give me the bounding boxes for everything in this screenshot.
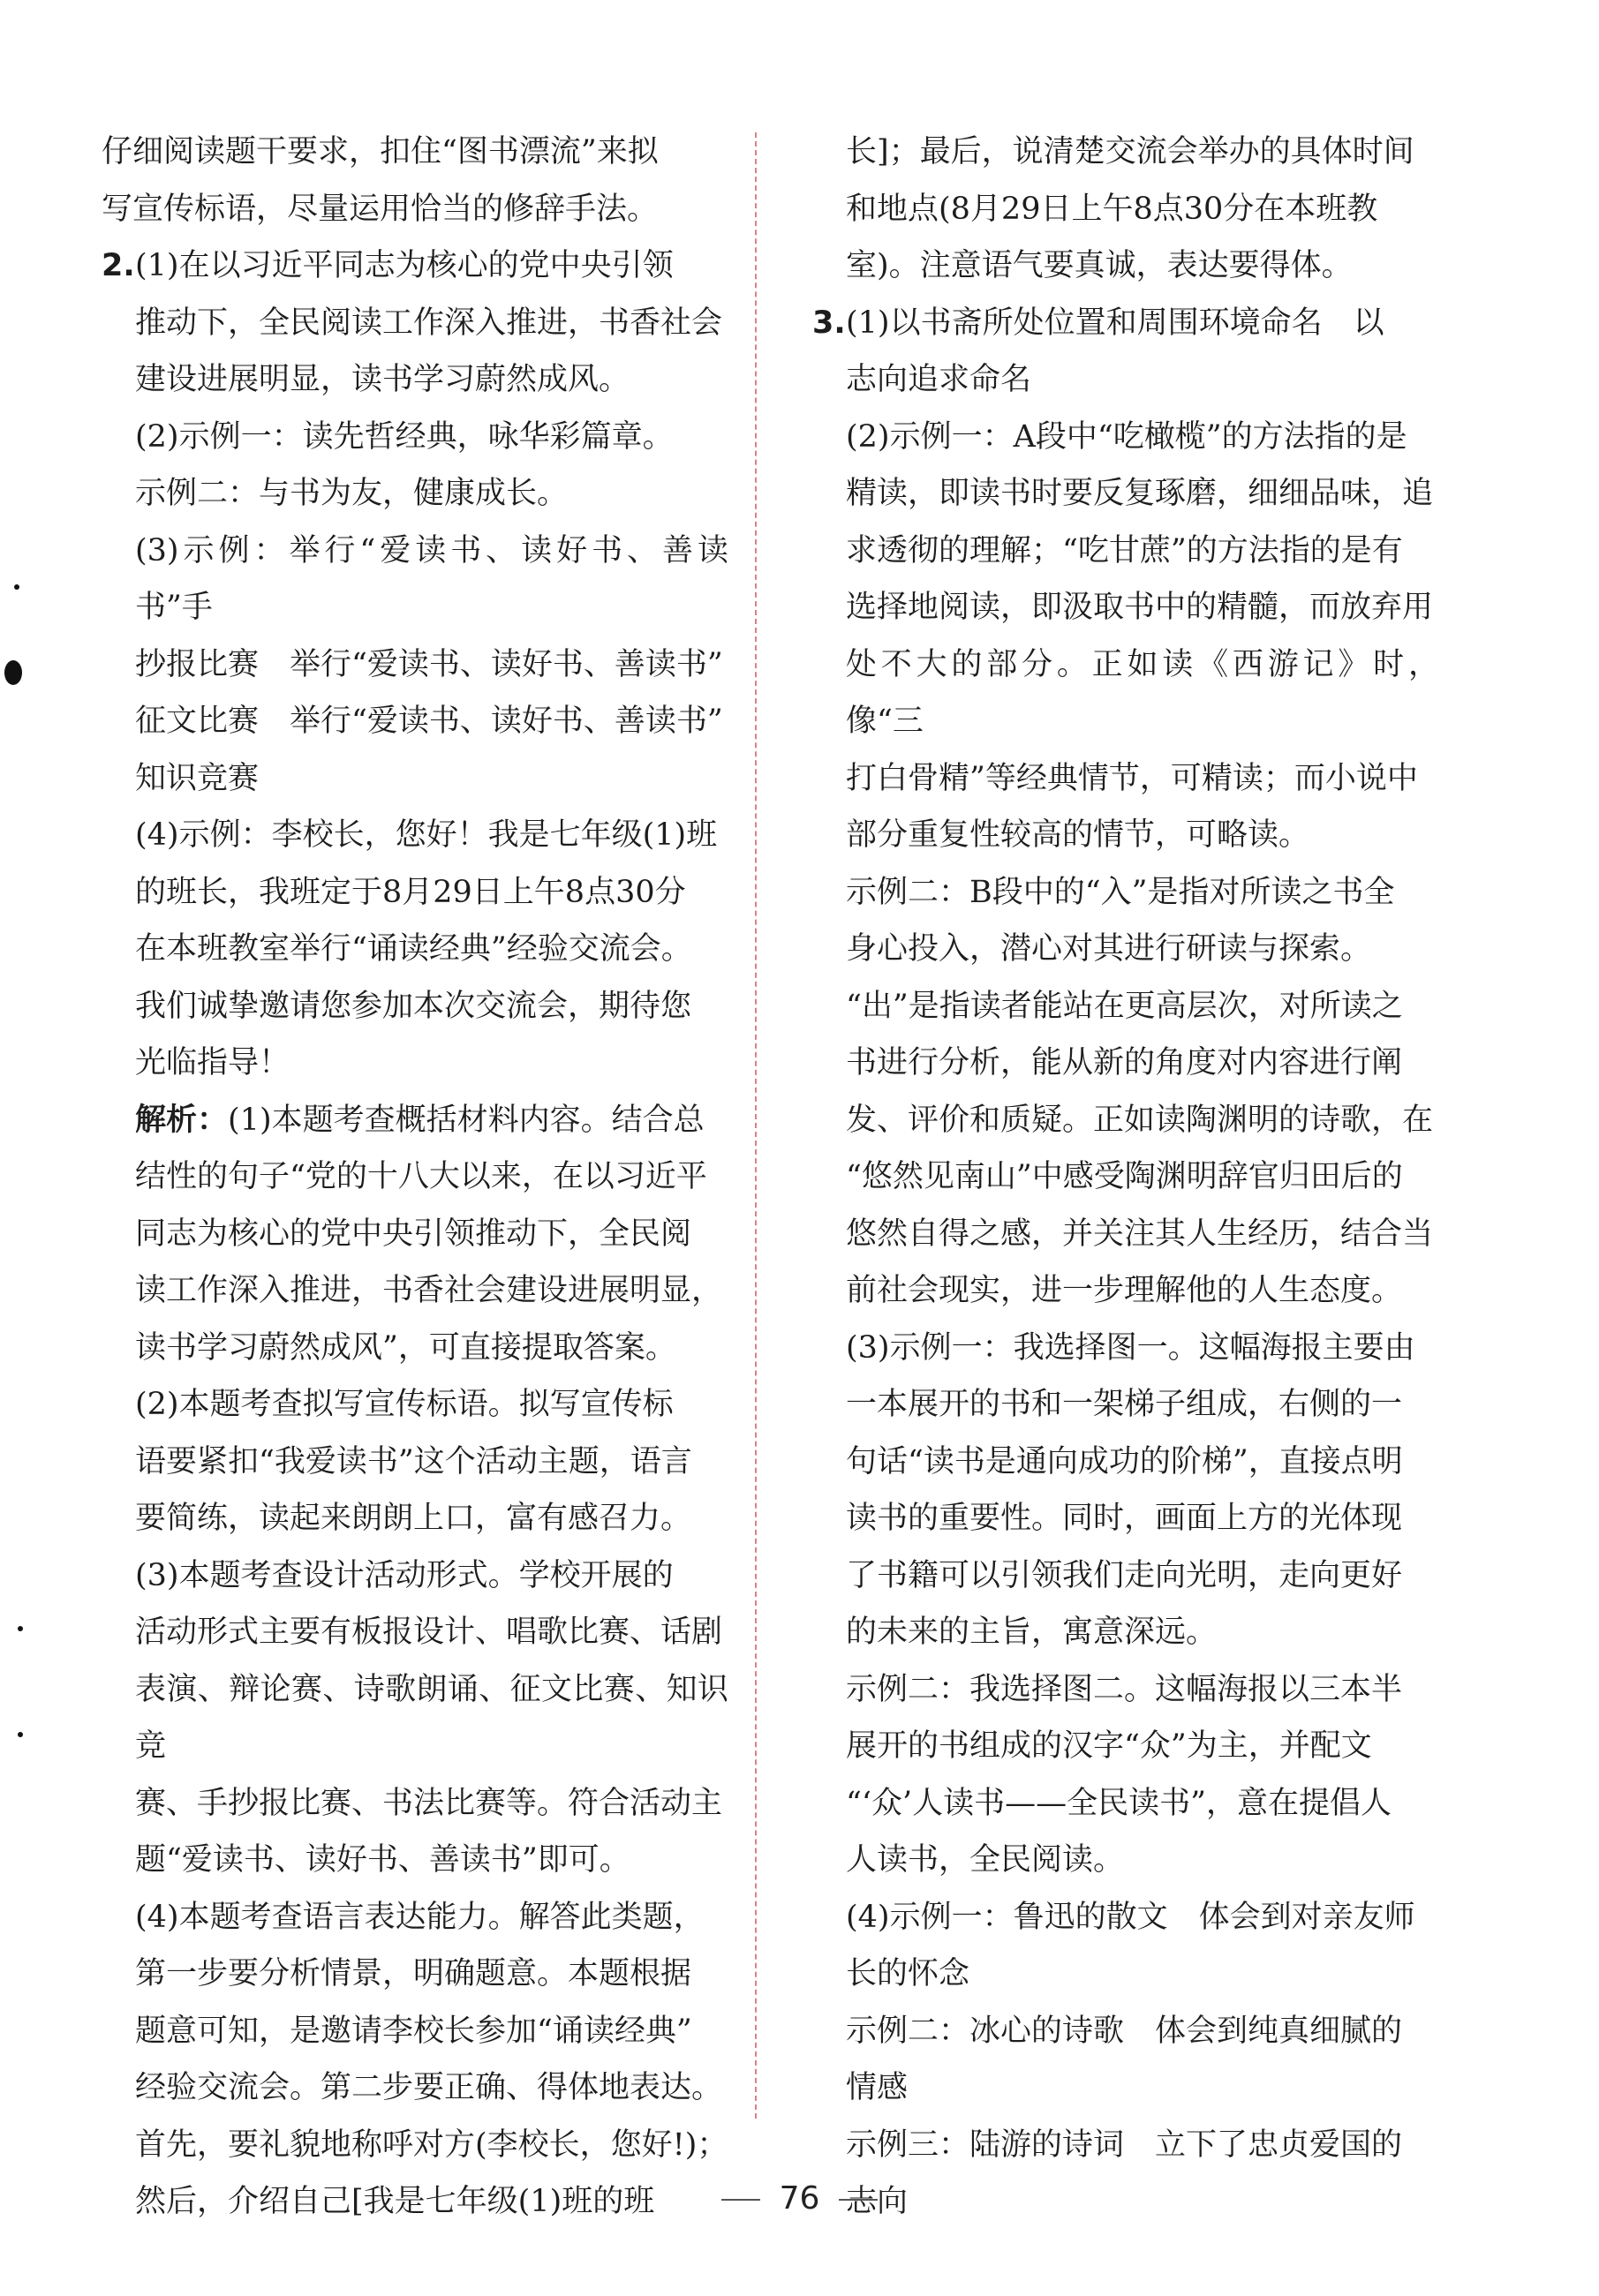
text-line: “悠然见南山”中感受陶渊明辞官归田后的 bbox=[846, 1159, 1403, 1194]
text-line: 光临指导！ bbox=[135, 1045, 290, 1080]
text-line: 求透彻的理解；“吃甘蔗”的方法指的是有 bbox=[846, 532, 1403, 568]
text-line: 示例三：陆游的诗词 立下了忠贞爱国的 bbox=[846, 2127, 1403, 2163]
text-line: 志向 bbox=[846, 2184, 909, 2219]
text-line: (2)示例一：A段中“吃橄榄”的方法指的是 bbox=[846, 418, 1407, 455]
text-line: 抄报比赛 举行“爱读书、读好书、善读书” bbox=[135, 646, 723, 682]
question-number: 2. bbox=[102, 248, 135, 283]
text-line: 赛、手抄报比赛、书法比赛等。符合活动主 bbox=[135, 1785, 723, 1821]
text-line: 的未来的主旨，寓意深远。 bbox=[846, 1615, 1218, 1650]
footer-dash-left bbox=[721, 2199, 760, 2201]
text-line: 精读，即读书时要反复琢磨，细细品味，追 bbox=[846, 476, 1434, 511]
text-line: (1)本题考查概括材料内容。结合总 bbox=[228, 1102, 705, 1138]
text-line: 题意可知，是邀请李校长参加“诵读经典” bbox=[135, 2013, 692, 2049]
text-line: (4)示例一：鲁迅的散文 体会到对亲友师 bbox=[846, 1899, 1415, 1935]
text-line: 首先，要礼貌地称呼对方(李校长，您好!)； bbox=[135, 2127, 728, 2163]
text-line: (2)本题考查拟写宣传标语。拟写宣传标 bbox=[135, 1387, 674, 1422]
text-line: 书进行分析，能从新的角度对内容进行阐 bbox=[846, 1045, 1403, 1080]
text-line: 经验交流会。第二步要正确、得体地表达。 bbox=[135, 2070, 723, 2105]
text-line: 知识竞赛 bbox=[135, 760, 260, 796]
page-number: 76 bbox=[779, 2180, 820, 2217]
text-line: 打白骨精”等经典情节，可精读；而小说中 bbox=[846, 760, 1418, 796]
text-line: 了书籍可以引领我们走向光明，走向更好 bbox=[846, 1557, 1403, 1593]
text-line: (3)示例一：我选择图一。这幅海报主要由 bbox=[846, 1329, 1415, 1366]
text-line: 表演、辩论赛、诗歌朗诵、征文比赛、知识竞 bbox=[135, 1671, 728, 1764]
text-line: (1)在以习近平同志为核心的党中央引领 bbox=[135, 248, 674, 283]
text-line: 读书学习蔚然成风”，可直接提取答案。 bbox=[135, 1329, 676, 1366]
analysis-line bbox=[102, 1092, 728, 1149]
text-line: 发、评价和质疑。正如读陶渊明的诗歌，在 bbox=[846, 1102, 1434, 1138]
text-line: 征文比赛 举行“爱读书、读好书、善读书” bbox=[135, 704, 723, 739]
text-line: 一本展开的书和一架梯子组成，右侧的一 bbox=[846, 1387, 1403, 1422]
footer-dash-right bbox=[839, 2199, 878, 2201]
page-footer bbox=[0, 2180, 1599, 2217]
text-line: 志向追求命名 bbox=[846, 362, 1032, 397]
text-line: 悠然自得之感，并关注其人生经历，结合当 bbox=[846, 1216, 1434, 1252]
text-line: 结性的句子“党的十八大以来，在以习近平 bbox=[135, 1159, 707, 1194]
text-line: 写宣传标语，尽量运用恰当的修辞手法。 bbox=[102, 191, 659, 227]
text-line: 处不大的部分。正如读《西游记》时，像“三 bbox=[846, 646, 1439, 739]
question-number: 3. bbox=[812, 305, 846, 341]
left-column bbox=[102, 124, 728, 2231]
text-line: 前社会现实，进一步理解他的人生态度。 bbox=[846, 1273, 1403, 1308]
text-line: 长]；最后，说清楚交流会举办的具体时间 bbox=[846, 134, 1414, 169]
text-line: 部分重复性较高的情节，可略读。 bbox=[846, 817, 1310, 853]
text-line: 读工作深入推进，书香社会建设进展明显， bbox=[135, 1273, 723, 1308]
text-line: 语要紧扣“我爱读书”这个活动主题，语言 bbox=[135, 1443, 692, 1479]
text-line: (3)示例：举行“爱读书、读好书、善读书”手 bbox=[135, 532, 728, 625]
text-line: 推动下，全民阅读工作深入推进，书香社会 bbox=[135, 305, 723, 341]
text-line: 第一步要分析情景，明确题意。本题根据 bbox=[135, 1956, 692, 1991]
text-line: (1)以书斋所处位置和周围环境命名 以 bbox=[846, 305, 1384, 341]
text-line: 示例二：与书为友，健康成长。 bbox=[135, 476, 569, 511]
text-line: 示例二：B段中的“入”是指对所读之书全 bbox=[846, 874, 1395, 910]
text-line: 仔细阅读题干要求，扣住“图书漂流”来拟 bbox=[102, 134, 659, 169]
text-line: 身心投入，潜心对其进行研读与探索。 bbox=[846, 931, 1372, 967]
scan-mark bbox=[18, 1626, 23, 1631]
text-line: 我们诚挚邀请您参加本次交流会，期待您 bbox=[135, 988, 692, 1024]
question-2-line bbox=[102, 237, 728, 295]
text-line: (4)示例：李校长，您好！我是七年级(1)班 bbox=[135, 817, 718, 853]
column-divider bbox=[755, 132, 757, 2119]
text-line: “‘众’人读书——全民读书”，意在提倡人 bbox=[846, 1785, 1392, 1821]
text-line: 长的怀念 bbox=[846, 1956, 970, 1991]
text-line: (4)本题考查语言表达能力。解答此类题， bbox=[135, 1899, 705, 1935]
scan-mark bbox=[18, 1732, 23, 1737]
text-line: 然后，介绍自己[我是七年级(1)班的班 bbox=[135, 2184, 655, 2219]
text-line: (3)本题考查设计活动形式。学校开展的 bbox=[135, 1557, 674, 1593]
text-line: 人读书，全民阅读。 bbox=[846, 1842, 1125, 1878]
text-line: 示例二：我选择图二。这幅海报以三本半 bbox=[846, 1671, 1403, 1707]
text-line: 建设进展明显，读书学习蔚然成风。 bbox=[135, 362, 630, 397]
text-line: 选择地阅读，即汲取书中的精髓，而放弃用 bbox=[846, 590, 1434, 625]
text-line: 题“爱读书、读好书、善读书”即可。 bbox=[135, 1842, 630, 1878]
text-line: “出”是指读者能站在更高层次，对所读之 bbox=[846, 988, 1403, 1024]
scan-mark bbox=[14, 584, 19, 590]
question-3-line bbox=[812, 295, 1439, 352]
text-line: 展开的书组成的汉字“众”为主，并配文 bbox=[846, 1728, 1372, 1764]
text-line: 在本班教室举行“诵读经典”经验交流会。 bbox=[135, 931, 692, 967]
text-line: 同志为核心的党中央引领推动下，全民阅 bbox=[135, 1216, 692, 1252]
text-line: 室)。注意语气要真诚，表达要得体。 bbox=[846, 248, 1353, 283]
text-line: 句话“读书是通向成功的阶梯”，直接点明 bbox=[846, 1443, 1403, 1479]
analysis-label: 解析： bbox=[135, 1102, 229, 1138]
text-line: 活动形式主要有板报设计、唱歌比赛、话剧 bbox=[135, 1615, 723, 1650]
text-line: 情感 bbox=[846, 2070, 909, 2105]
right-column bbox=[812, 124, 1439, 2231]
text-line: 的班长，我班定于8月29日上午8点30分 bbox=[135, 874, 686, 910]
text-line: 示例二：冰心的诗歌 体会到纯真细腻的 bbox=[846, 2013, 1403, 2049]
text-line: 读书的重要性。同时，画面上方的光体现 bbox=[846, 1501, 1403, 1536]
text-line: 要简练，读起来朗朗上口，富有感召力。 bbox=[135, 1501, 692, 1536]
text-line: 和地点(8月29日上午8点30分在本班教 bbox=[846, 191, 1378, 227]
scan-mark bbox=[4, 660, 22, 685]
text-line: (2)示例一：读先哲经典，咏华彩篇章。 bbox=[135, 418, 674, 455]
